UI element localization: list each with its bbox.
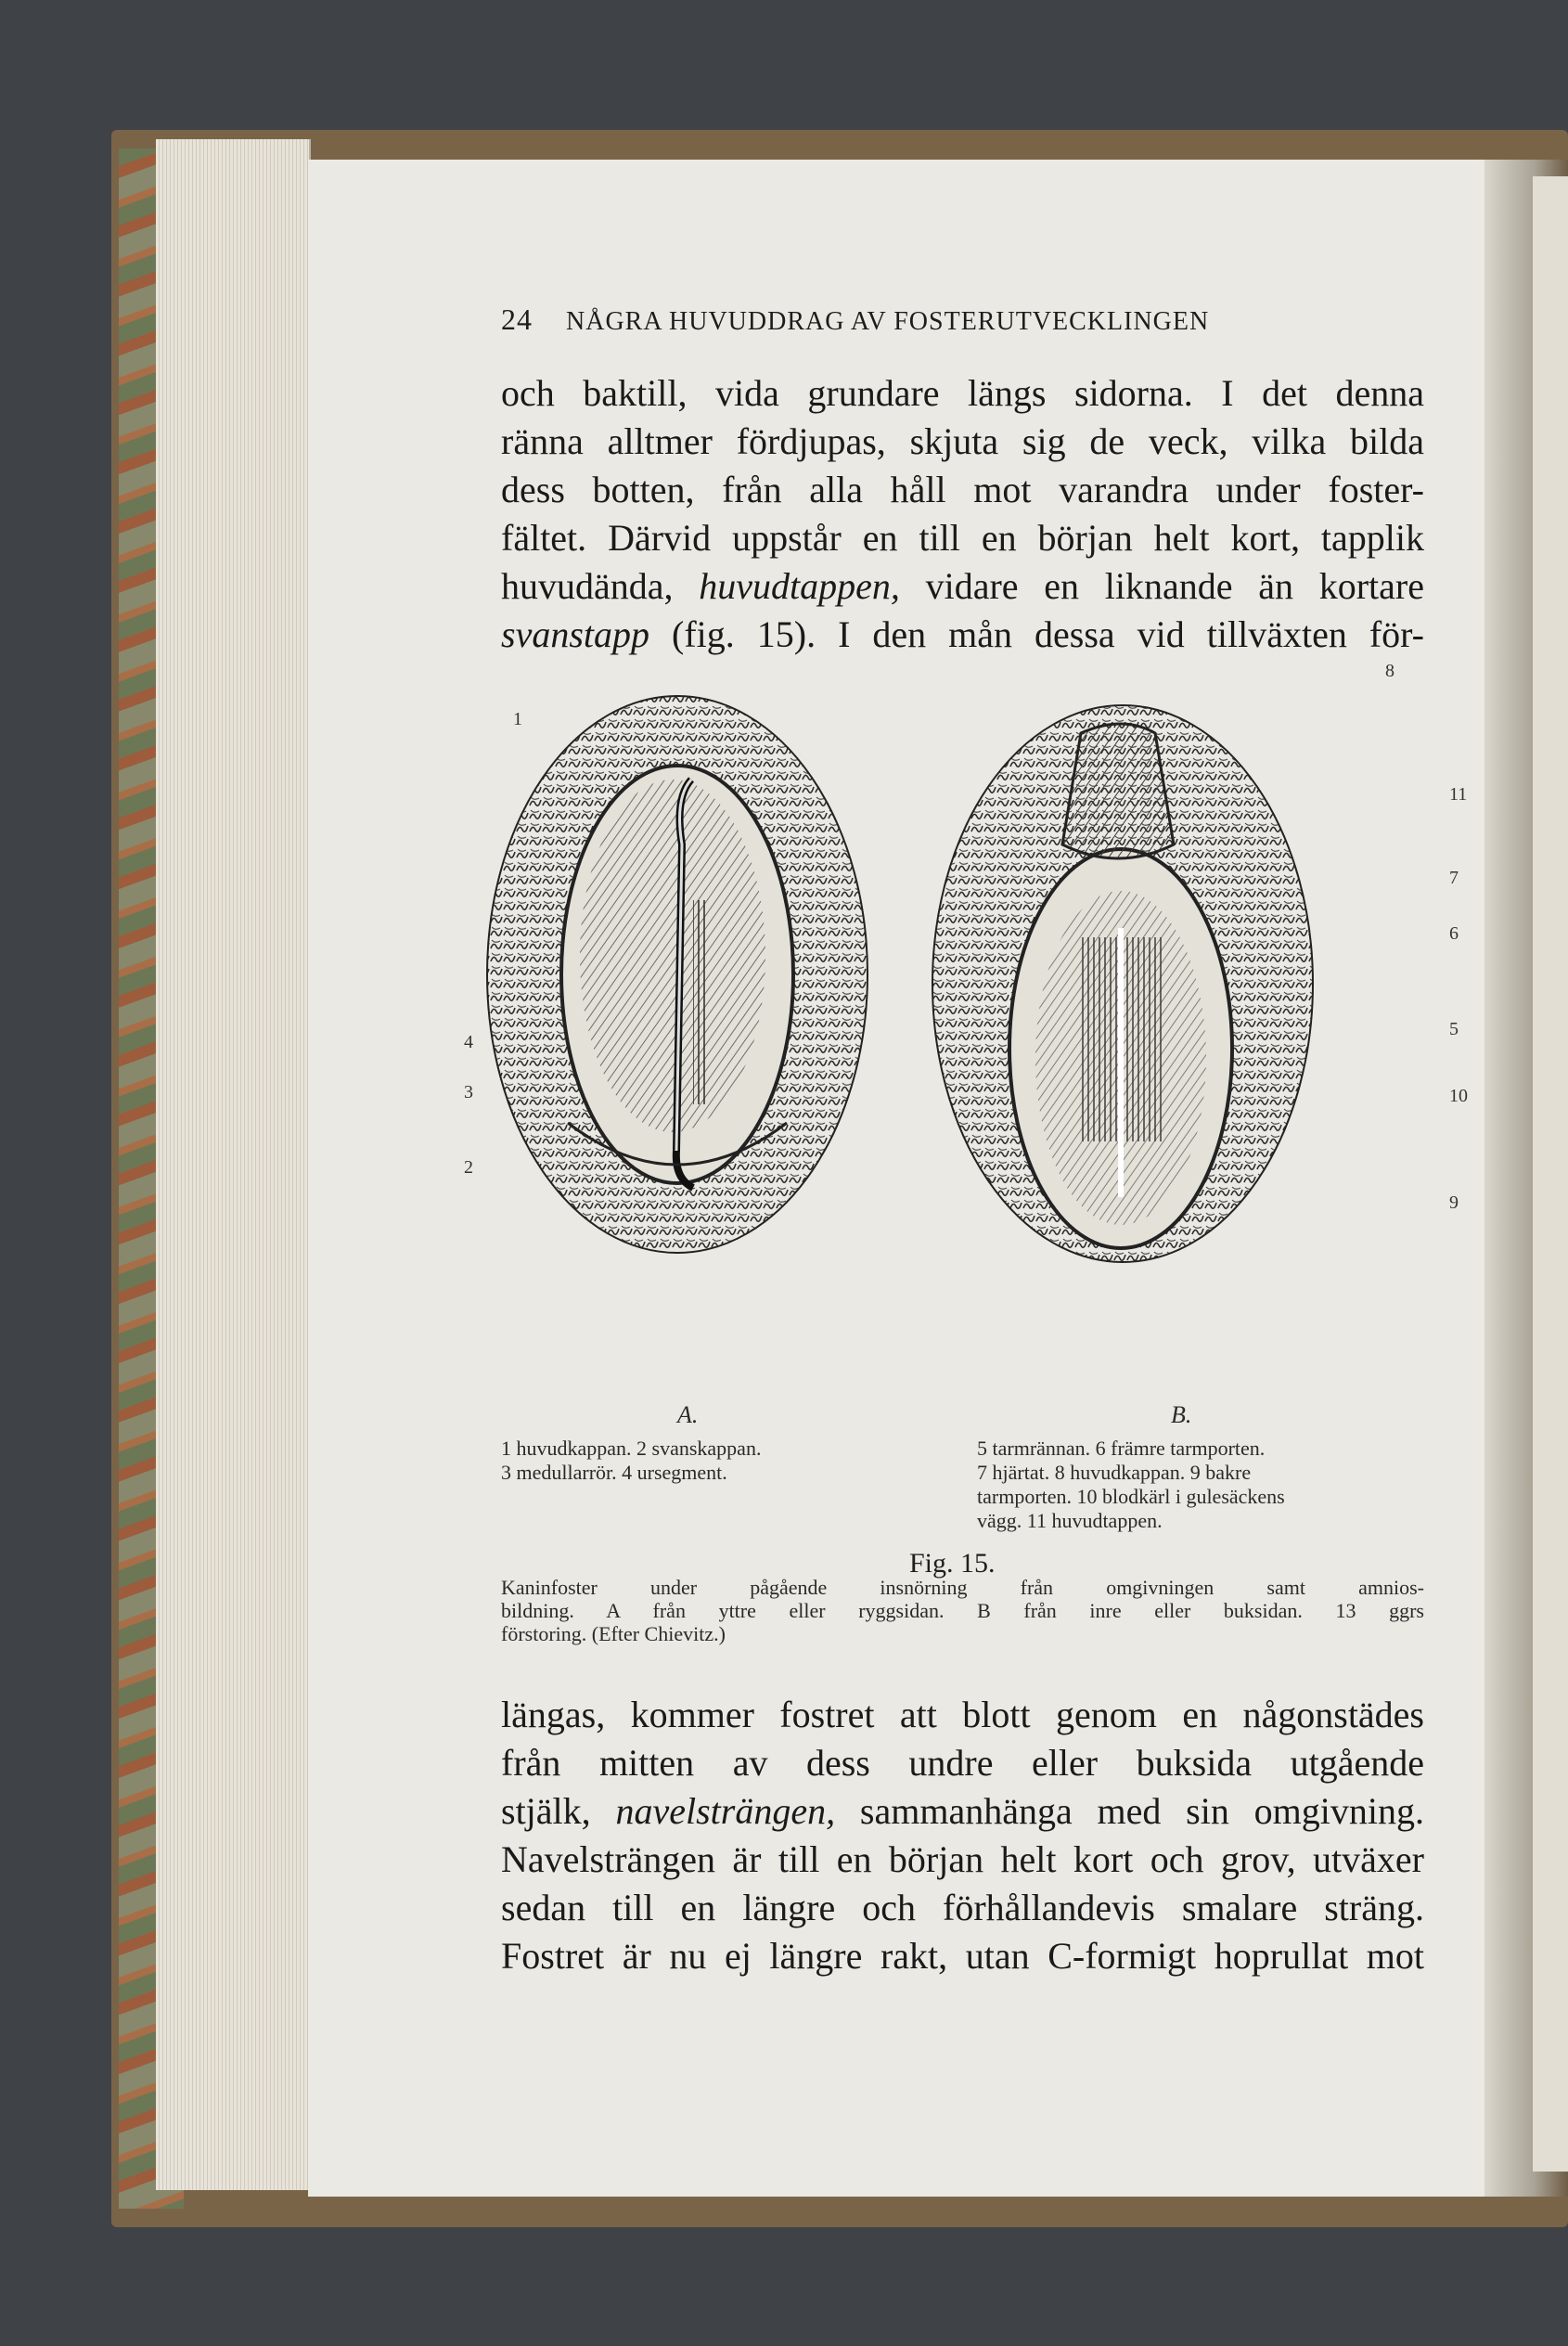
text-line: från mitten av dess undre eller buksida utgående xyxy=(501,1742,1424,1784)
caption-line: förstoring. (Efter Chievitz.) xyxy=(501,1622,726,1645)
label-10: 10 xyxy=(1449,1086,1468,1106)
label-11: 11 xyxy=(1449,784,1468,805)
italic-term: svanstapp xyxy=(501,613,649,655)
text-line xyxy=(501,1787,1424,1836)
label-4: 4 xyxy=(464,1032,473,1052)
label-5: 5 xyxy=(1449,1019,1459,1039)
text-line: sedan till en längre och förhållandevis smalare sträng. xyxy=(501,1887,1424,1928)
label-8: 8 xyxy=(1385,661,1394,681)
paragraph-bottom xyxy=(501,1691,1424,1980)
legend-b xyxy=(977,1437,1285,1533)
text-line: och baktill, vida grundare längs sidorna. I det denna xyxy=(501,372,1424,414)
page-number: 24 xyxy=(501,303,533,336)
text-line xyxy=(501,611,1424,659)
legend-line: 7 hjärtat. 8 huvudkappan. 9 bakre xyxy=(977,1461,1252,1484)
caption-line: bildning. A från yttre eller ryggsidan. B från inre eller buksidan. 13 ggrs xyxy=(501,1599,1424,1622)
legend-line: 5 tarmrännan. 6 främre tarmporten. xyxy=(977,1437,1266,1460)
text-line: Navelsträngen är till en början helt kort och grov, utväxer xyxy=(501,1838,1424,1880)
embryo-panel-a xyxy=(487,696,868,1253)
italic-term: huvudtappen, xyxy=(699,565,900,607)
figure-title: Fig. 15. xyxy=(909,1548,996,1579)
text-span: huvudända, xyxy=(501,565,700,607)
text-span: stjälk, xyxy=(501,1790,616,1832)
label-6: 6 xyxy=(1449,923,1459,944)
running-title: NÅGRA HUVUDDRAG AV FOSTERUTVECKLINGEN xyxy=(566,307,1210,336)
legend-line: 1 huvudkappan. 2 svanskappan. xyxy=(501,1437,762,1460)
text-span: vidare en liknande än kortare xyxy=(899,565,1424,607)
legend-line: vägg. 11 huvudtappen. xyxy=(977,1509,1163,1532)
label-9: 9 xyxy=(1449,1192,1459,1213)
legend-line: tarmporten. 10 blodkärl i gulesäckens xyxy=(977,1485,1285,1508)
caption-line: Kaninfoster under pågående insnörning från omgivningen samt amnios- xyxy=(501,1576,1424,1599)
text-line: dess botten, från alla håll mot varandra under foster- xyxy=(501,469,1424,510)
text-span: sammanhänga med sin omgivning. xyxy=(835,1790,1424,1832)
label-1: 1 xyxy=(513,709,522,729)
legend-line: 3 medullarrör. 4 ursegment. xyxy=(501,1461,727,1484)
label-7: 7 xyxy=(1449,868,1459,888)
text-span: (fig. 15). I den mån dessa vid tillväxten för- xyxy=(649,613,1424,655)
legend-a xyxy=(501,1437,761,1485)
page-edges xyxy=(156,139,311,2190)
label-3: 3 xyxy=(464,1082,473,1102)
text-line: längas, kommer fostret att blott genom en någonstädes xyxy=(501,1694,1424,1735)
text-line: Fostret är nu ej längre rakt, utan C-formigt hoprullat mot xyxy=(501,1935,1424,1977)
figure-15-illustration xyxy=(464,677,1466,1383)
facing-page-edge xyxy=(1533,176,1568,2172)
panel-a-label: A. xyxy=(677,1401,699,1428)
text-line: ränna alltmer fördjupas, skjuta sig de veck, vilka bilda xyxy=(501,420,1424,462)
running-header xyxy=(501,303,1420,337)
panel-b-label: B. xyxy=(1171,1401,1192,1428)
text-line: fältet. Därvid uppstår en till en början helt kort, tapplik xyxy=(501,517,1424,559)
label-2: 2 xyxy=(464,1157,473,1178)
embryo-panel-b xyxy=(932,705,1313,1262)
italic-term: navelsträngen, xyxy=(615,1790,836,1832)
figure-caption xyxy=(501,1576,1424,1645)
paragraph-top xyxy=(501,369,1424,659)
text-line xyxy=(501,562,1424,611)
